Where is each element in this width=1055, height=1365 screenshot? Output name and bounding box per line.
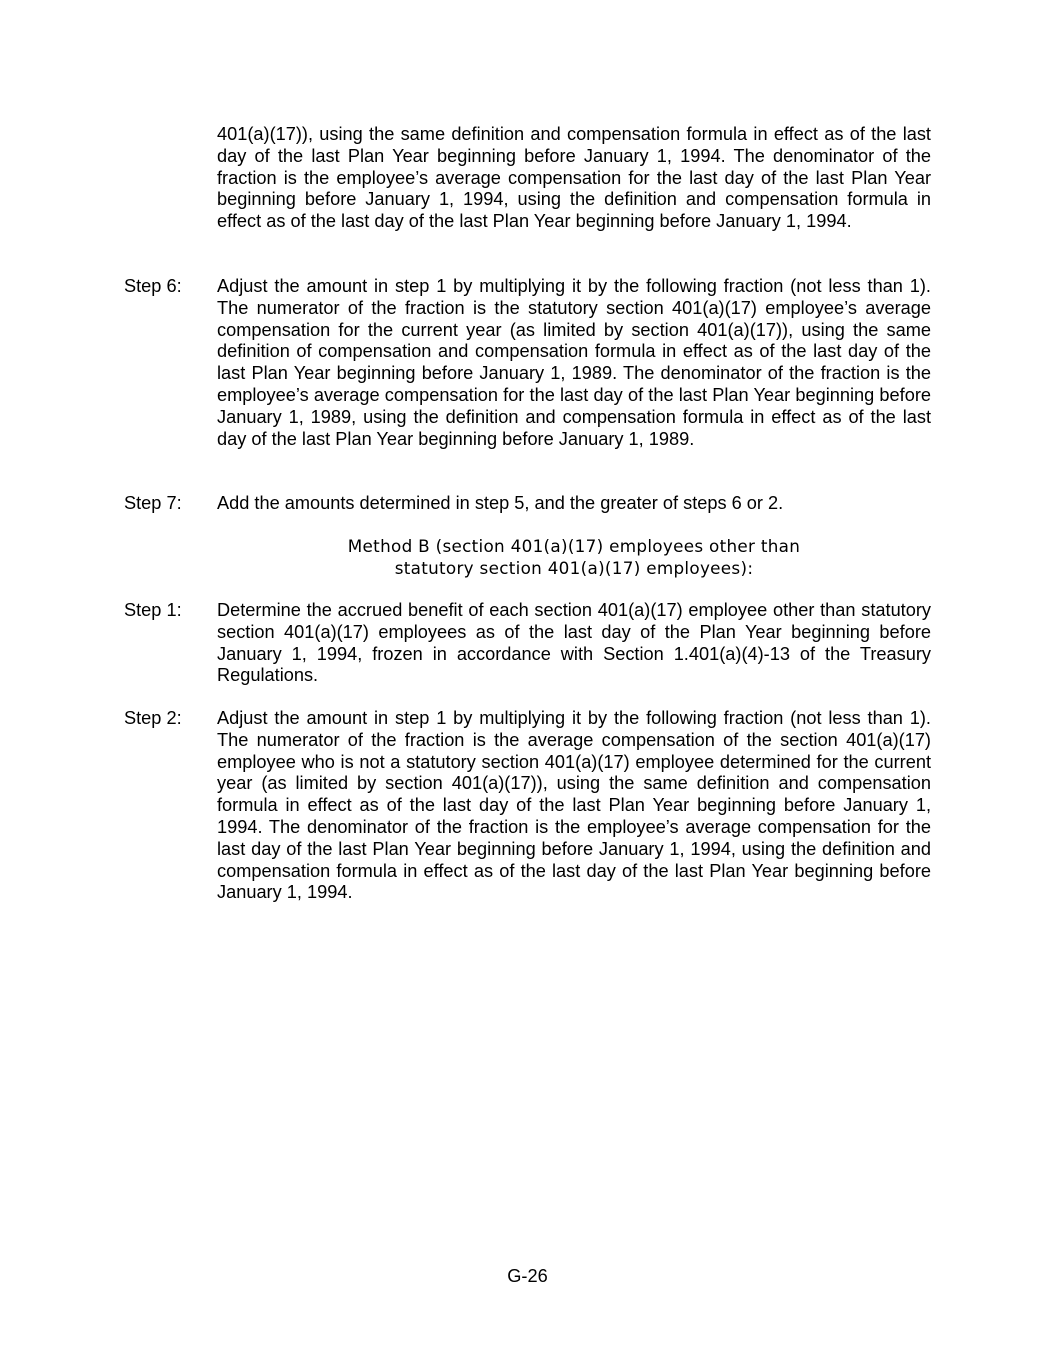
step-7-label: Step 7: xyxy=(124,493,182,513)
step-6-text: Adjust the amount in step 1 by multiplying it by the following fraction (not less than 1). The numerator of the fraction is the statutory section 401(a)(17) employee’s average compensation for the current year (as limited by section 401(a)(17)), using the same definition of compensation and compensation formula in effect as of the last day of the last Plan Year beginning before January 1, 1989. The denominator of the fraction is the employee’s average compensation for the last day of the last Plan Year beginning before January 1, 1989, using the definition and compensation formula in effect as of the last day of the last Plan Year beginning before January 1, 1989. xyxy=(217,276,931,449)
continuation-paragraph: 401(a)(17)), using the same definition and compensation formula in effect as of the last day of the last Plan Year beginning before January 1, 1994. The denominator of the fraction is the employee’s average compensation for the last day of the last Plan Year beginning before January 1, 1994, using the definition and compensation formula in effect as of the last day of the last Plan Year beginning before January 1, 1994. xyxy=(217,124,931,232)
method-b-heading-line-2: statutory section 401(a)(17) employees): xyxy=(394,558,754,578)
method-b-heading-line-1: Method B (section 401(a)(17) employees other than xyxy=(347,536,801,556)
method-b-step-2-label: Step 2: xyxy=(124,708,182,728)
page-number: G-26 xyxy=(507,1266,548,1286)
method-b-step-1-label: Step 1: xyxy=(124,600,182,620)
step-6-label: Step 6: xyxy=(124,276,182,296)
method-b-step-1-text: Determine the accrued benefit of each section 401(a)(17) employee other than statutory section 401(a)(17) employees as of the last day of the Plan Year beginning before January 1, 1994, frozen in accordance with Section 1.401(a)(4)-13 of the Treasury Regulations. xyxy=(217,600,931,686)
method-b-step-2-text: Adjust the amount in step 1 by multiplying it by the following fraction (not less than 1). The numerator of the fraction is the average compensation of the section 401(a)(17) employee who is not a statutory section 401(a)(17) employee determined for the current year (as limited by section 401(a)(17)), using the same definition and compensation formula in effect as of the last day of the last Plan Year beginning before January 1, 1994. The denominator of the fraction is the employee’s average compensation for the last day of the last Plan Year beginning before January 1, 1994, using the definition and compensation formula in effect as of the last day of the last Plan Year beginning before January 1, 1994. xyxy=(217,708,931,903)
step-7-text: Add the amounts determined in step 5, and the greater of steps 6 or 2. xyxy=(217,493,784,513)
